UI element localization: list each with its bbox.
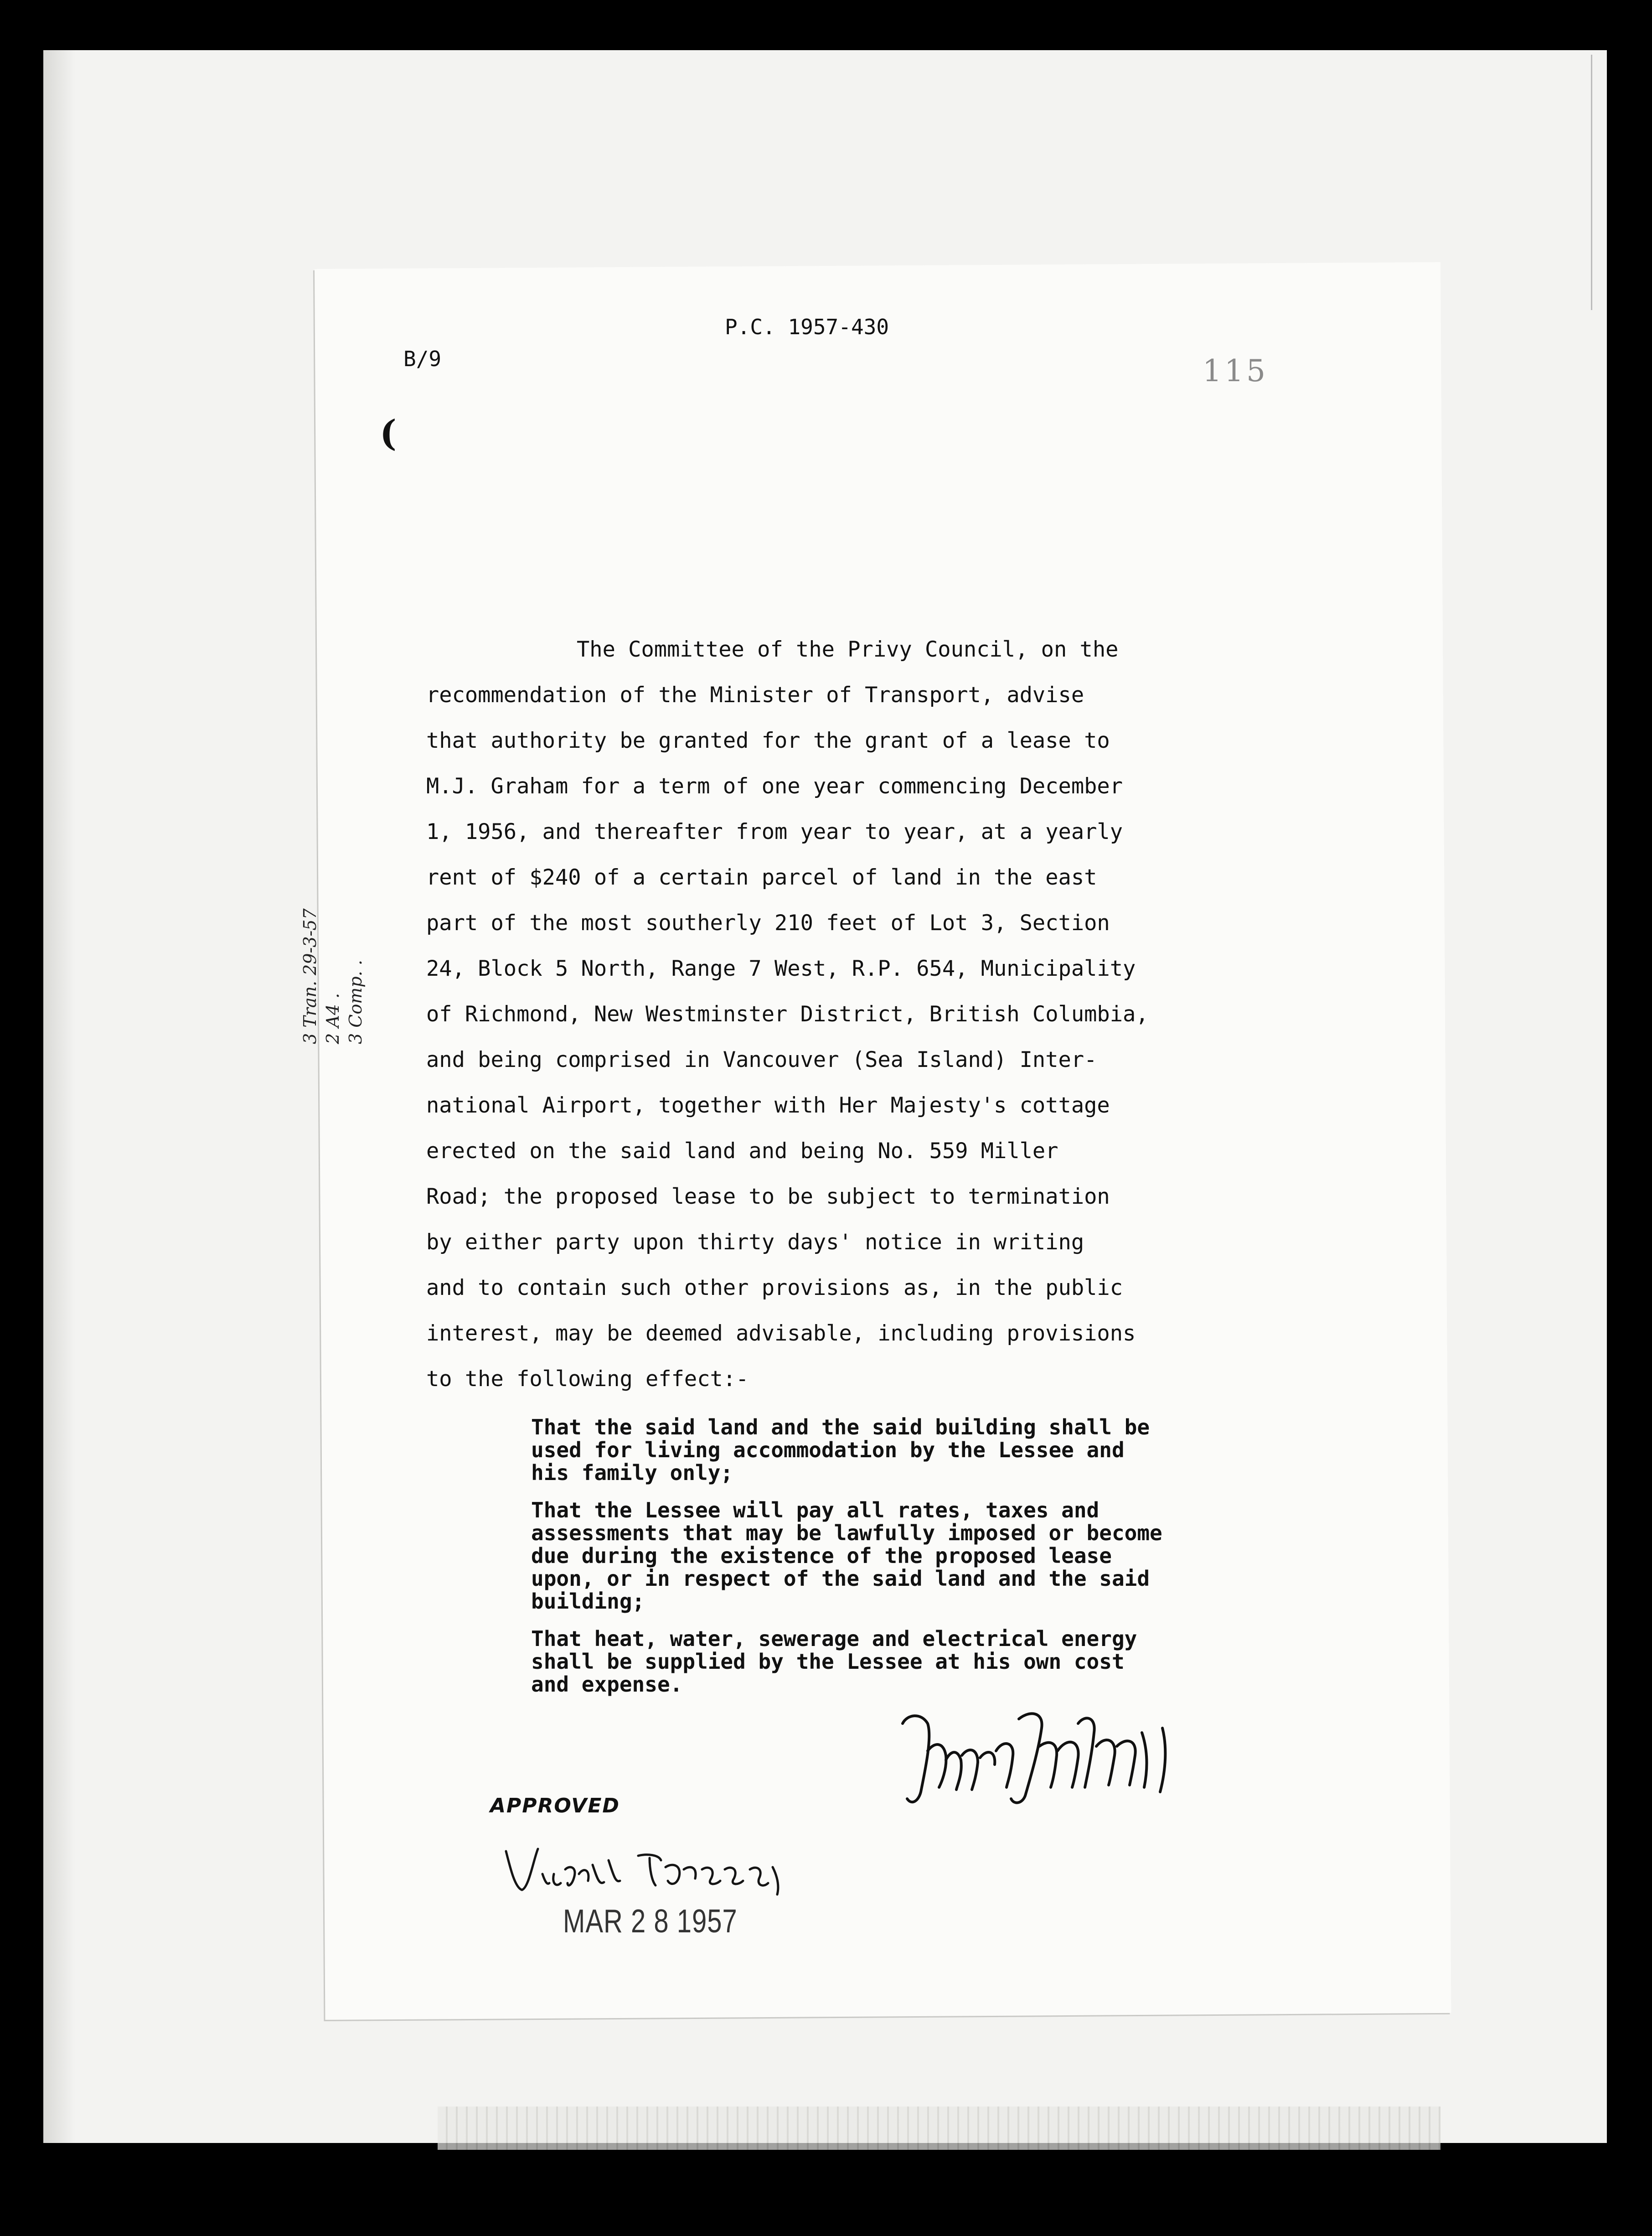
- scan-scratch: [1591, 55, 1592, 310]
- paragraph-line: national Airport, together with Her Majesty's cottage: [426, 1093, 1110, 1118]
- paragraph-line: by either party upon thirty days' notice in writing: [426, 1230, 1084, 1255]
- paragraph-line: The Committee of the Privy Council, on the: [577, 637, 1119, 662]
- margin-note: 3 Tran. 29-3-57: [300, 908, 320, 1044]
- provision-line: That the said land and the said building shall be: [531, 1415, 1150, 1439]
- approved-label: APPROVED: [490, 1794, 620, 1817]
- main-paragraph: [426, 627, 1149, 1402]
- paragraph-line: 24, Block 5 North, Range 7 West, R.P. 654, Municipality: [426, 956, 1136, 981]
- paragraph-line: recommendation of the Minister of Transport, advise: [426, 683, 1084, 708]
- margin-note: 2 A4 .: [323, 993, 343, 1044]
- provision-clause: [531, 1416, 1162, 1484]
- paragraph-line: M.J. Graham for a term of one year commencing December: [426, 774, 1123, 799]
- page-number: 115: [1203, 353, 1268, 388]
- provisions-list: [531, 1416, 1162, 1710]
- provision-line: building;: [531, 1589, 645, 1614]
- reference-number: P.C. 1957-430: [725, 315, 889, 339]
- provision-clause: [531, 1499, 1162, 1613]
- governor-signature: [501, 1842, 811, 1901]
- provision-line: shall be supplied by the Lessee at his own cost: [531, 1649, 1125, 1674]
- provision-clause: [531, 1627, 1162, 1696]
- date-stamp: MAR 2 8 1957: [563, 1902, 738, 1940]
- provision-line: upon, or in respect of the said land and the said: [531, 1566, 1150, 1591]
- paragraph-line: and to contain such other provisions as, in the public: [426, 1275, 1123, 1300]
- margin-handwritten-notes: [299, 908, 367, 1044]
- provision-line: That the Lessee will pay all rates, taxes and: [531, 1498, 1100, 1522]
- margin-note: 3 Comp. .: [346, 960, 366, 1044]
- paragraph-line: interest, may be deemed advisable, including provisions: [426, 1321, 1136, 1346]
- file-code: B/9: [403, 347, 442, 371]
- paragraph-line: to the following effect:-: [426, 1366, 749, 1392]
- provision-line: and expense.: [531, 1672, 683, 1697]
- paragraph-line: Road; the proposed lease to be subject to termination: [426, 1184, 1110, 1209]
- paragraph-line: part of the most southerly 210 feet of Lot 3, Section: [426, 911, 1110, 936]
- paragraph-line: rent of $240 of a certain parcel of land in the east: [426, 865, 1097, 890]
- sheet-edge-shadow: [43, 50, 75, 2143]
- provision-line: used for living accommodation by the Lessee and: [531, 1438, 1125, 1462]
- bottom-film-strip: [438, 2107, 1440, 2150]
- provision-line: his family only;: [531, 1460, 733, 1485]
- minister-signature: [893, 1696, 1222, 1815]
- paragraph-line: of Richmond, New Westminster District, British Columbia,: [426, 1002, 1149, 1027]
- margin-mark: (: [380, 413, 397, 454]
- paragraph-line: erected on the said land and being No. 559 Miller: [426, 1139, 1058, 1164]
- provision-line: assessments that may be lawfully imposed or become: [531, 1521, 1162, 1545]
- paragraph-line: and being comprised in Vancouver (Sea Island) Inter-: [426, 1047, 1097, 1072]
- provision-line: due during the existence of the proposed lease: [531, 1543, 1112, 1568]
- paragraph-line: that authority be granted for the grant of a lease to: [426, 728, 1110, 753]
- provision-line: That heat, water, sewerage and electrical energy: [531, 1626, 1137, 1651]
- paragraph-line: 1, 1956, and thereafter from year to year, at a yearly: [426, 819, 1123, 844]
